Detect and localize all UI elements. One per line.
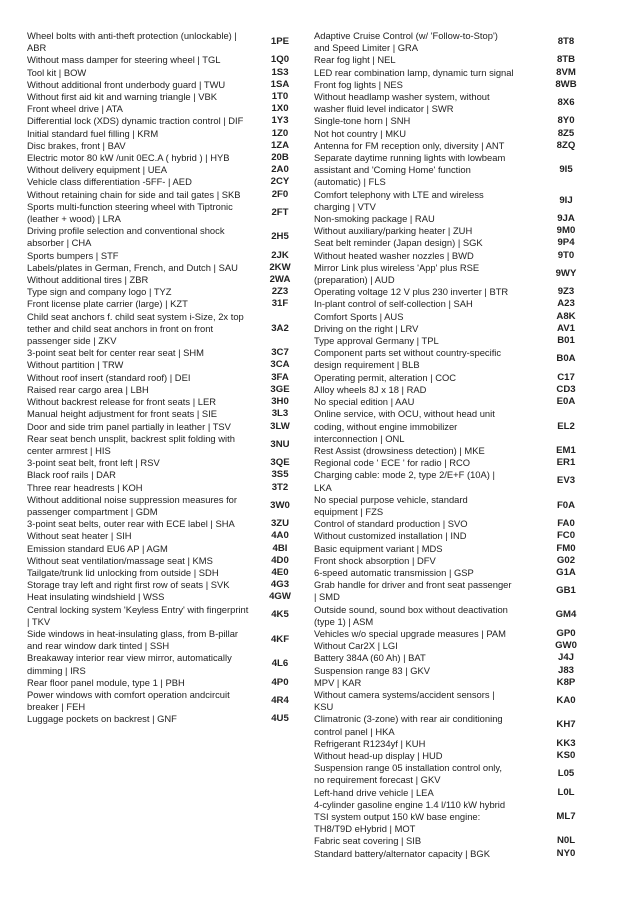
option-code: 4GW: [269, 591, 291, 603]
option-code: 9I5: [559, 164, 573, 176]
option-description: Without additional noise suppression measures for passenger compartment | GDM: [27, 493, 238, 517]
option-row: [314, 323, 590, 335]
option-code: KH7: [556, 719, 576, 731]
option-row: [27, 286, 307, 298]
option-row: [314, 799, 590, 836]
option-code: KS0: [556, 749, 576, 761]
option-code: EL2: [557, 420, 575, 432]
option-row: [314, 67, 590, 79]
option-row: [314, 848, 590, 860]
option-code: 9IJ: [559, 194, 573, 206]
option-code: 1ZA: [270, 139, 290, 151]
option-description: Outside sound, sound box without deactivation (type 1) | ASM: [314, 603, 508, 627]
option-code: FC0: [556, 530, 576, 542]
option-code: 4D0: [271, 554, 289, 566]
option-code: 4U5: [271, 713, 289, 725]
option-code: B01: [557, 335, 575, 347]
option-code: 2JK: [271, 249, 289, 261]
option-code: CD3: [556, 383, 576, 395]
option-description: Without camera systems/accident sensors | KSU: [314, 688, 495, 713]
option-row: [314, 579, 590, 603]
option-row: [27, 372, 307, 384]
option-code: 1SA: [270, 78, 290, 90]
option-row: [27, 79, 307, 91]
option-description: Without Car2X | LGI: [314, 640, 398, 652]
option-description: Rear fog light | NEL: [314, 54, 396, 66]
option-description: Without additional front underbody guard | TWU: [27, 78, 226, 90]
option-description: Disc brakes, front | BAV: [27, 139, 126, 151]
option-row: [314, 311, 590, 323]
option-code: 8T8: [557, 35, 575, 47]
option-code: 1S3: [271, 66, 289, 78]
option-code: 3LW: [270, 420, 290, 432]
option-description: Tool kit | BOW: [27, 66, 87, 78]
option-description: Wheel bolts with anti-theft protection (unlockable) | ABR: [27, 30, 237, 54]
option-code: AV1: [557, 322, 575, 334]
option-description: Tailgate/trunk lid unlocking from outside | SDH: [27, 566, 219, 578]
option-row: [27, 54, 307, 66]
option-row: [27, 164, 307, 176]
option-description: Storage tray left and right first row of seats | SVK: [27, 579, 230, 591]
option-description: Antenna for FM reception only, diversity | ANT: [314, 139, 505, 151]
option-row: [314, 494, 590, 518]
option-description: Breakaway interior rear view mirror, automatically dimming | IRS: [27, 652, 232, 676]
option-code: 1T0: [271, 91, 289, 103]
option-description: Without first aid kit and warning triangle | VBK: [27, 91, 218, 103]
option-code: 8Y0: [557, 115, 575, 127]
option-description: Driving profile selection and conventional shock absorber | CHA: [27, 225, 225, 249]
option-description: Black roof rails | DAR: [27, 469, 116, 481]
option-code: 4G3: [270, 579, 290, 591]
option-row: [27, 604, 307, 628]
option-description: Sports multi-function steering wheel with Tiptronic (leather + wood) | LRA: [27, 200, 233, 225]
option-code: 9Z3: [557, 286, 575, 298]
option-code: E0A: [556, 396, 576, 408]
option-code: L05: [557, 768, 575, 780]
option-code: 2Z3: [271, 286, 289, 298]
option-row: [314, 408, 590, 445]
option-description: Operating voltage 12 V plus 230 inverter | BTR: [314, 286, 509, 298]
option-row: [314, 140, 590, 152]
option-row: [27, 628, 307, 652]
option-row: [27, 421, 307, 433]
option-row: [314, 469, 590, 493]
option-row: [27, 67, 307, 79]
option-code: NY0: [556, 847, 576, 859]
left-option-column: [27, 30, 307, 726]
option-row: [314, 54, 590, 66]
option-row: [27, 250, 307, 262]
option-description: Without additional tires | ZBR: [27, 274, 149, 286]
option-description: Operating permit, alteration | COC: [314, 371, 457, 383]
option-code: 2FT: [271, 206, 289, 218]
option-code: 8X6: [557, 96, 575, 108]
option-description: Refrigerant R1234yf | KUH: [314, 737, 426, 749]
option-description: Suspension range 83 | GKV: [314, 664, 431, 676]
option-description: Not hot country | MKU: [314, 127, 407, 139]
option-code: K8P: [556, 676, 576, 688]
option-description: Type sign and company logo | TYZ: [27, 286, 172, 298]
option-description: Online service, with OCU, without head unit coding, without engine immobilizer interconnection | ONL: [314, 408, 495, 444]
option-code: 3A2: [271, 323, 289, 335]
option-code: 4K5: [271, 609, 289, 621]
option-description: Rear floor panel module, type 1 | PBH: [27, 676, 185, 688]
option-row: [27, 30, 307, 54]
option-row: [314, 567, 590, 579]
option-row: [314, 457, 590, 469]
option-code: 9T0: [557, 249, 575, 261]
option-row: [314, 384, 590, 396]
option-description: Front license plate carrier (large) | KZT: [27, 298, 188, 310]
option-code: 2CY: [270, 176, 290, 188]
option-row: [27, 518, 307, 530]
option-code: 1Q0: [270, 54, 290, 66]
option-description: Three rear headrests | KOH: [27, 481, 143, 493]
option-description: Regional code ' ECE ' for radio | RCO: [314, 457, 471, 469]
option-description: Comfort telephony with LTE and wireless charging | VTV: [314, 188, 484, 212]
option-row: [27, 555, 307, 567]
option-row: [27, 201, 307, 225]
option-code: 4L6: [271, 658, 289, 670]
option-row: [27, 347, 307, 359]
option-description: Without partition | TRW: [27, 359, 124, 371]
option-description: Component parts set without country-specific design requirement | BLB: [314, 347, 502, 371]
option-row: [314, 189, 590, 213]
option-description: No special purpose vehicle, standard equipment | FZS: [314, 493, 468, 517]
option-row: [27, 384, 307, 396]
option-code: KK3: [556, 737, 576, 749]
option-row: [27, 359, 307, 371]
option-row: [314, 713, 590, 737]
option-row: [314, 604, 590, 628]
option-description: Adaptive Cruise Control (w/ 'Follow-to-Stop') and Speed Limiter | GRA: [314, 30, 498, 54]
option-row: [314, 677, 590, 689]
option-row: [27, 530, 307, 542]
option-code: GW0: [555, 640, 577, 652]
option-code: 2H5: [271, 231, 289, 243]
option-row: [27, 567, 307, 579]
option-code: 4P0: [271, 676, 289, 688]
option-row: [314, 213, 590, 225]
option-code: GB1: [556, 585, 576, 597]
option-code: 3W0: [270, 499, 290, 511]
option-code: 3H0: [271, 396, 289, 408]
option-row: [27, 433, 307, 457]
option-code: J4J: [557, 652, 574, 664]
option-description: Emission standard EU6 AP | AGM: [27, 542, 168, 554]
option-row: [27, 591, 307, 603]
option-code: A8K: [556, 310, 576, 322]
option-row: [27, 494, 307, 518]
option-row: [27, 298, 307, 310]
option-description: Single-tone horn | SNH: [314, 115, 411, 127]
option-row: [314, 225, 590, 237]
option-description: Type approval Germany | TPL: [314, 335, 439, 347]
option-description: Charging cable: mode 2, type 2/E+F (10A) | LKA: [314, 469, 495, 493]
option-row: [314, 445, 590, 457]
option-row: [314, 689, 590, 713]
option-code: F0A: [556, 499, 576, 511]
option-row: [314, 518, 590, 530]
option-code: B0A: [556, 353, 576, 365]
option-description: Seat belt reminder (Japan design) | SGK: [314, 237, 483, 249]
option-row: [314, 738, 590, 750]
option-code: 3T2: [271, 481, 289, 493]
option-description: Side windows in heat-insulating glass, from B-pillar and rear window dark tinted | SSH: [27, 627, 239, 652]
option-description: Mirror Link plus wireless 'App' plus RSE (preparation) | AUD: [314, 261, 480, 286]
option-description: Without backrest release for front seats | LER: [27, 396, 216, 408]
option-code: EV3: [556, 475, 576, 487]
option-row: [314, 91, 590, 115]
option-row: [314, 652, 590, 664]
option-description: Child seat anchors f. child seat system i-Size, 2x top tether and child seat anchors in front on front passenger side | ZKV: [27, 310, 244, 347]
option-description: Fabric seat covering | SIB: [314, 835, 422, 847]
option-code: 9WY: [555, 267, 577, 279]
option-description: Without customized installation | IND: [314, 530, 467, 542]
option-description: Raised rear cargo area | LBH: [27, 383, 149, 395]
option-code: N0L: [556, 835, 576, 847]
option-description: Differential lock (XDS) dynamic traction control | DIF: [27, 115, 244, 127]
option-description: Control of standard production | SVO: [314, 518, 468, 530]
option-code: 2A0: [271, 164, 289, 176]
option-code: GM4: [555, 609, 577, 621]
option-description: Left-hand drive vehicle | LEA: [314, 786, 434, 798]
option-code: 8Z5: [557, 127, 575, 139]
option-description: Driving on the right | LRV: [314, 322, 419, 334]
option-description: Manual height adjustment for front seats | SIE: [27, 408, 218, 420]
option-code: J83: [557, 664, 574, 676]
option-row: [27, 689, 307, 713]
option-row: [314, 115, 590, 127]
option-description: 4-cylinder gasoline engine 1.4 l/110 kW hybrid TSI system output 150 kW base engine: TH8/T9D eHybrid | MOT: [314, 798, 506, 835]
option-code: C17: [557, 371, 575, 383]
option-code: 2F0: [271, 188, 289, 200]
option-row: [27, 311, 307, 348]
option-code: 1X0: [271, 103, 289, 115]
option-row: [27, 579, 307, 591]
option-description: Battery 384A (60 Ah) | BAT: [314, 652, 426, 664]
option-description: Without mass damper for steering wheel | TGL: [27, 54, 221, 66]
option-code: 20B: [271, 152, 289, 164]
option-code: 4BI: [272, 542, 288, 554]
option-row: [27, 652, 307, 676]
option-description: Without roof insert (standard roof) | DEI: [27, 371, 191, 383]
option-code: 8VM: [556, 66, 576, 78]
option-code: GP0: [556, 627, 576, 639]
option-code: 9M0: [556, 225, 576, 237]
option-code: 3GE: [270, 383, 290, 395]
option-row: [314, 396, 590, 408]
right-option-column: [314, 30, 590, 860]
option-code: 3L3: [271, 408, 289, 420]
option-description: Without delivery equipment | UEA: [27, 164, 167, 176]
option-description: Initial standard fuel filling | KRM: [27, 127, 159, 139]
option-row: [314, 79, 590, 91]
option-code: 4KF: [270, 633, 290, 645]
option-row: [314, 530, 590, 542]
option-description: Door and side trim panel partially in leather | TSV: [27, 420, 231, 432]
option-row: [27, 408, 307, 420]
option-description: Electric motor 80 kW /unit 0EC.A ( hybrid ) | HYB: [27, 152, 230, 164]
option-row: [314, 335, 590, 347]
option-description: Luggage pockets on backrest | GNF: [27, 713, 177, 725]
option-row: [27, 543, 307, 555]
option-row: [27, 482, 307, 494]
option-description: Alloy wheels 8J x 18 | RAD: [314, 383, 427, 395]
option-row: [314, 262, 590, 286]
option-row: [27, 225, 307, 249]
option-code: 9JA: [557, 213, 575, 225]
option-row: [27, 396, 307, 408]
option-description: Central locking system 'Keyless Entry' with fingerprint | TKV: [27, 603, 249, 627]
option-row: [314, 762, 590, 786]
option-code: EM1: [556, 444, 576, 456]
option-description: Front shock absorption | DFV: [314, 554, 436, 566]
option-description: Comfort Sports | AUS: [314, 310, 404, 322]
option-row: [314, 543, 590, 555]
option-description: Suspension range 05 installation control only, no requirement forecast | GKV: [314, 762, 502, 786]
option-row: [27, 176, 307, 188]
option-row: [314, 665, 590, 677]
option-code: 3CA: [270, 359, 290, 371]
option-description: 3-point seat belts, outer rear with ECE label | SHA: [27, 518, 235, 530]
option-description: Without head-up display | HUD: [314, 749, 443, 761]
option-row: [314, 628, 590, 640]
option-code: FA0: [557, 518, 575, 530]
option-row: [314, 152, 590, 189]
option-row: [314, 286, 590, 298]
option-code: 4E0: [271, 566, 289, 578]
option-code: 4R4: [271, 694, 289, 706]
option-code: G02: [556, 554, 576, 566]
option-row: [27, 128, 307, 140]
option-row: [27, 103, 307, 115]
option-description: Front fog lights | NES: [314, 78, 403, 90]
option-description: Rest Assist (drowsiness detection) | MKE: [314, 444, 485, 456]
option-row: [314, 555, 590, 567]
option-code: 3ZU: [270, 518, 290, 530]
option-row: [27, 152, 307, 164]
option-code: 3FA: [271, 371, 289, 383]
option-code: ML7: [556, 811, 576, 823]
option-description: Climatronic (3-zone) with rear air conditioning control panel | HKA: [314, 713, 503, 737]
option-code: 8ZQ: [556, 139, 576, 151]
option-row: [314, 835, 590, 847]
option-row: [27, 140, 307, 152]
option-row: [314, 237, 590, 249]
option-code: 1PE: [270, 35, 290, 47]
option-row: [27, 274, 307, 286]
option-code: 3NU: [270, 438, 290, 450]
option-code: 2WA: [269, 274, 291, 286]
option-code: ER1: [556, 457, 576, 469]
option-code: 8WB: [555, 78, 577, 90]
option-row: [27, 189, 307, 201]
option-code: 3QE: [270, 457, 290, 469]
option-code: 1Y3: [271, 115, 289, 127]
option-code: G1A: [556, 566, 576, 578]
option-description: Without auxiliary/parking heater | ZUH: [314, 225, 473, 237]
option-row: [27, 262, 307, 274]
option-description: Without headlamp washer system, without washer fluid level indicator | SWR: [314, 91, 490, 115]
option-description: Power windows with comfort operation andcircuit breaker | FEH: [27, 688, 230, 713]
option-description: 6-speed automatic transmission | GSP: [314, 566, 474, 578]
option-description: Basic equipment variant | MDS: [314, 542, 443, 554]
option-description: In-plant control of self-collection | SAH: [314, 298, 473, 310]
option-code: 1Z0: [271, 127, 289, 139]
option-row: [27, 91, 307, 103]
option-description: No special edition | AAU: [314, 396, 415, 408]
option-code: FM0: [556, 542, 576, 554]
option-description: Heat insulating windshield | WSS: [27, 591, 165, 603]
option-description: MPV | KAR: [314, 676, 362, 688]
option-row: [314, 347, 590, 371]
option-description: Without seat heater | SIH: [27, 530, 132, 542]
option-code: 31F: [271, 298, 289, 310]
option-row: [314, 128, 590, 140]
option-code: 8TB: [556, 54, 576, 66]
option-description: Rear seat bench unsplit, backrest split folding with center armrest | HIS: [27, 432, 235, 456]
option-description: Non-smoking package | RAU: [314, 213, 435, 225]
option-row: [314, 372, 590, 384]
option-row: [314, 30, 590, 54]
option-description: Without retaining chain for side and tail gates | SKB: [27, 188, 241, 200]
option-row: [314, 298, 590, 310]
option-row: [314, 250, 590, 262]
option-row: [314, 640, 590, 652]
option-row: [314, 750, 590, 762]
option-row: [27, 713, 307, 725]
option-code: A23: [557, 298, 575, 310]
option-description: Vehicle class differentiation -5FF- | AED: [27, 176, 192, 188]
option-description: Standard battery/alternator capacity | BGK: [314, 847, 490, 859]
option-row: [27, 677, 307, 689]
option-description: 3-point seat belt for center rear seat | SHM: [27, 347, 204, 359]
option-description: 3-point seat belt, front left | RSV: [27, 457, 160, 469]
option-description: Separate daytime running lights with lowbeam assistant and 'Coming Home' function (automatic) | FLS: [314, 152, 506, 188]
option-code: KA0: [556, 694, 576, 706]
option-code: 2KW: [269, 261, 291, 273]
option-description: Without heated washer nozzles | BWD: [314, 249, 474, 261]
option-description: Sports bumpers | STF: [27, 249, 119, 261]
option-row: [27, 469, 307, 481]
option-description: Vehicles w/o special upgrade measures | PAM: [314, 627, 506, 639]
option-description: Without seat ventilation/massage seat | KMS: [27, 554, 213, 566]
option-code: 9P4: [557, 237, 575, 249]
option-row: [27, 457, 307, 469]
option-code: 3C7: [271, 347, 289, 359]
option-row: [27, 115, 307, 127]
option-code: L0L: [557, 786, 575, 798]
option-description: Labels/plates in German, French, and Dutch | SAU: [27, 261, 238, 273]
option-code: 3S5: [271, 469, 289, 481]
option-code: 4A0: [271, 530, 289, 542]
option-description: Grab handle for driver and front seat passenger | SMD: [314, 579, 512, 603]
option-description: LED rear combination lamp, dynamic turn signal: [314, 66, 514, 78]
option-row: [314, 787, 590, 799]
option-description: Front wheel drive | ATA: [27, 103, 123, 115]
